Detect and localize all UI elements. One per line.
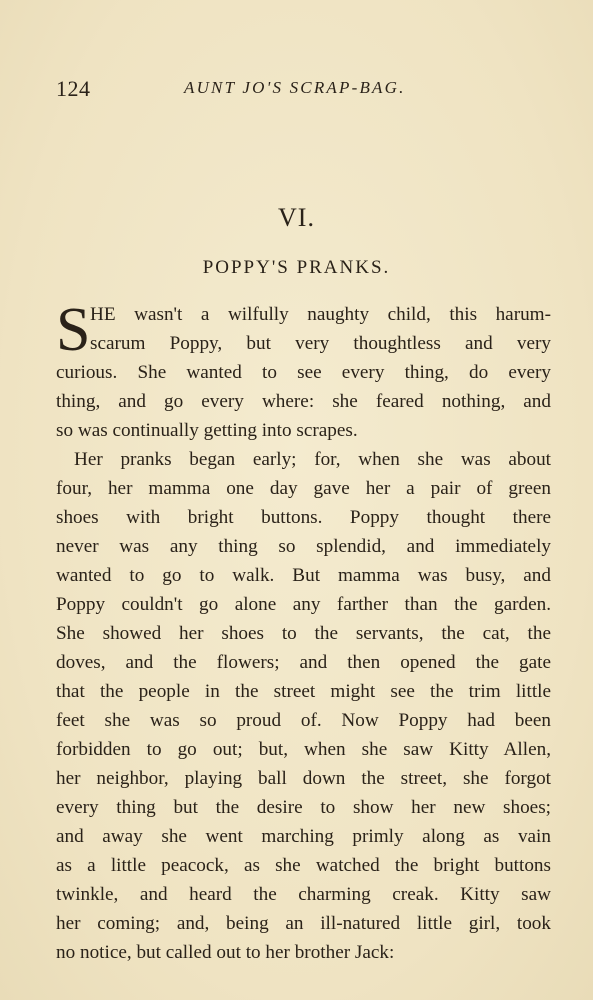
text-line: Her pranks began early; for, when she was about: [74, 449, 551, 470]
text-line: and away she went marching primly along as vain: [56, 826, 551, 847]
text-line: never was any thing so splendid, and immediately: [56, 536, 551, 557]
text-line: that the people in the street might see the trim little: [56, 681, 551, 702]
running-title: AUNT JO'S SCRAP-BAG.: [184, 78, 406, 97]
text-line: wanted to go to walk. But mamma was busy, and: [56, 565, 551, 586]
text-line: as a little peacock, as she watched the bright buttons: [56, 855, 551, 876]
paragraph-2: [56, 445, 551, 967]
drop-cap: S: [56, 296, 91, 364]
text-line: no notice, but called out to her brother Jack:: [56, 942, 395, 963]
page-number: 124: [56, 76, 91, 101]
text-line: scarum Poppy, but very thoughtless and very: [90, 333, 551, 354]
text-line: thing, and go every where: she feared nothing, and: [56, 391, 551, 412]
text-line: forbidden to go out; but, when she saw Kitty Allen,: [56, 739, 551, 760]
text-line: shoes with bright buttons. Poppy thought there: [56, 507, 551, 528]
text-line: her neighbor, playing ball down the street, she forgot: [56, 768, 551, 789]
text-line: She showed her shoes to the servants, the cat, the: [56, 623, 551, 644]
text-line: every thing but the desire to show her new shoes;: [56, 797, 551, 818]
text-line: feet she was so proud of. Now Poppy had been: [56, 710, 551, 731]
text-line: so was continually getting into scrapes.: [56, 420, 358, 441]
text-line: her coming; and, being an ill-natured little girl, took: [56, 913, 551, 934]
text-line: HE wasn't a wilfully naughty child, this harum-: [90, 304, 551, 325]
body-text: [56, 296, 551, 967]
chapter-title: POPPY'S PRANKS.: [202, 257, 391, 278]
chapter-number: VI.: [278, 203, 315, 232]
text-line: curious. She wanted to see every thing, do every: [56, 362, 551, 383]
text-line: doves, and the flowers; and then opened the gate: [56, 652, 551, 673]
text-line: four, her mamma one day gave her a pair of green: [56, 478, 551, 499]
running-head: [56, 76, 536, 102]
text-line: twinkle, and heard the charming creak. Kitty saw: [56, 884, 551, 905]
text-line: Poppy couldn't go alone any farther than the garden.: [56, 594, 551, 615]
paragraph-1: [56, 296, 551, 445]
